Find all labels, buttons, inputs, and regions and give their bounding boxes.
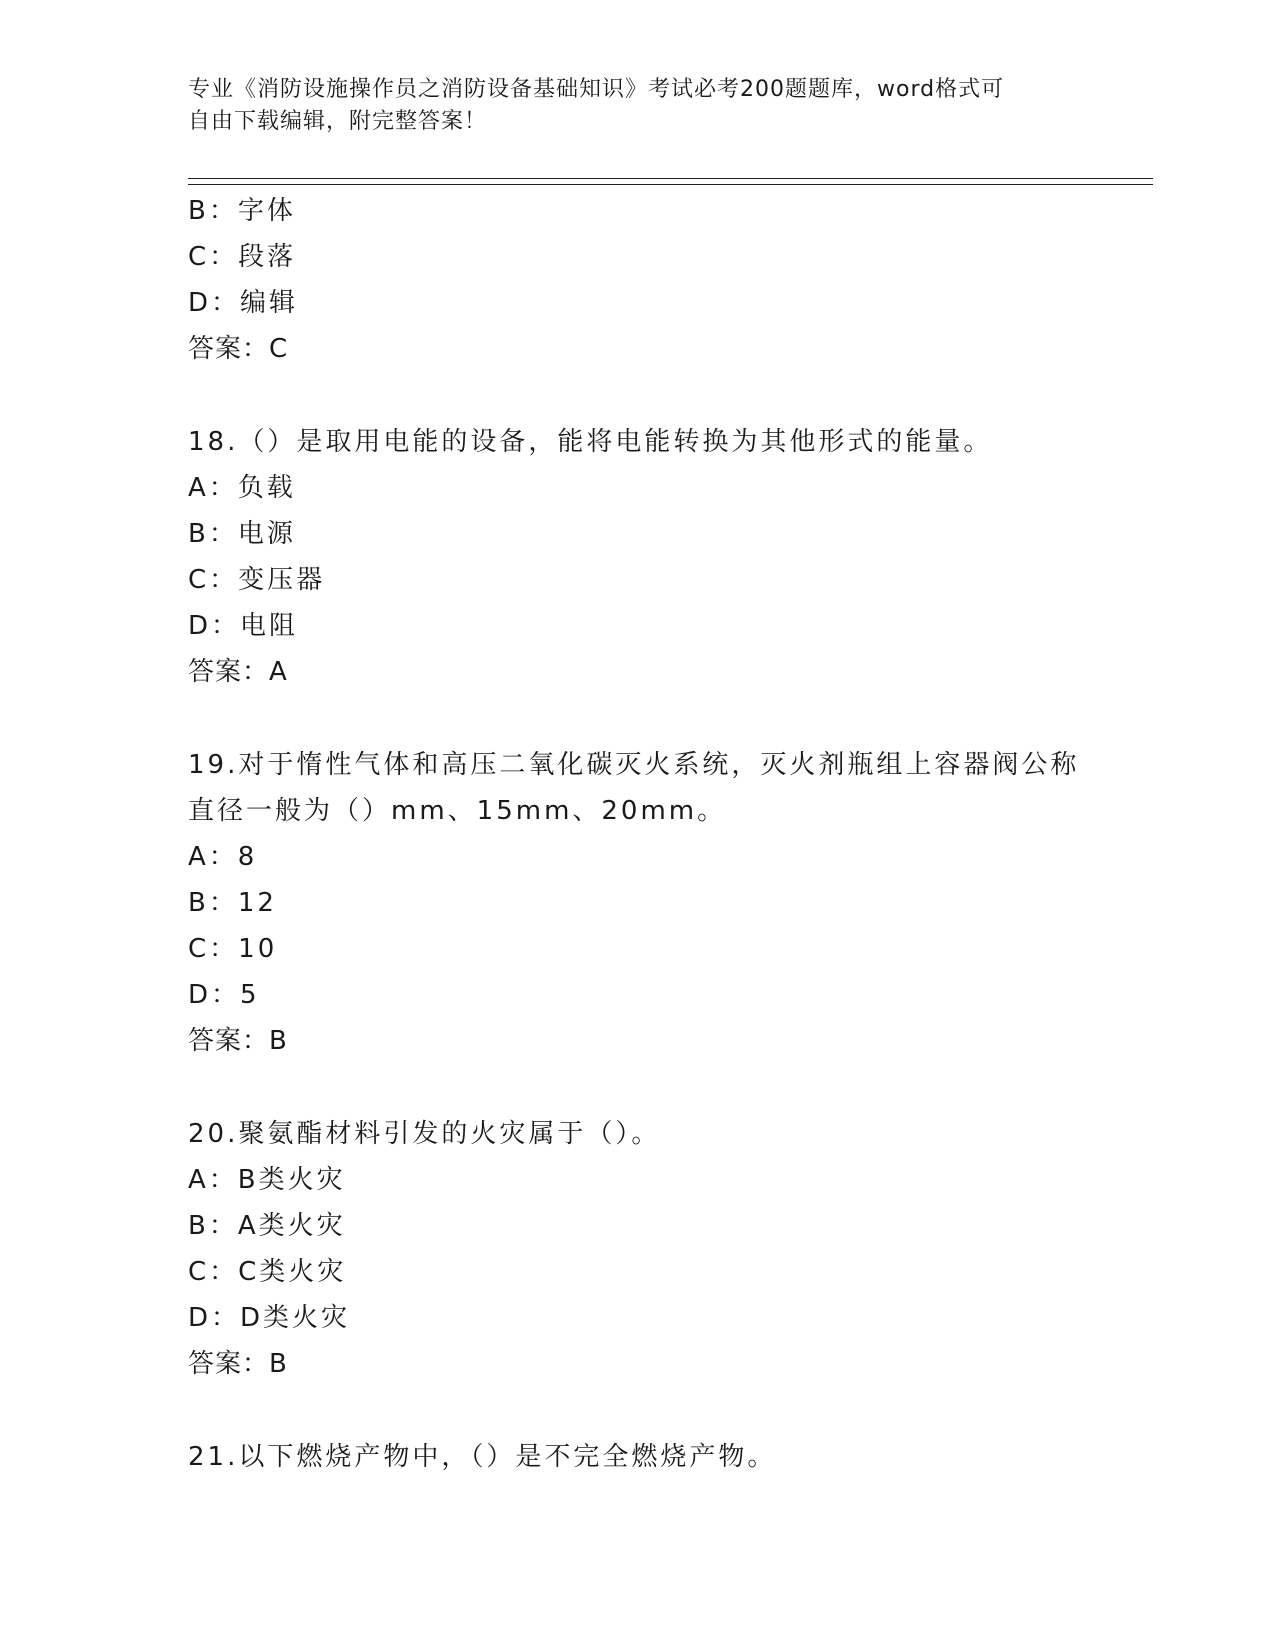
option-a: A：负载	[188, 473, 296, 503]
question-19	[188, 742, 1088, 1064]
question-stem: 18.（）是取用电能的设备，能将电能转换为其他形式的能量。	[188, 427, 993, 457]
option-c: C：C类火灾	[188, 1257, 347, 1287]
answer-line: 答案：C	[188, 334, 289, 364]
answer-line: 答案：B	[188, 1349, 288, 1379]
header-divider-bottom	[188, 184, 1153, 185]
header-line-2: 自由下载编辑，附完整答案！	[188, 109, 488, 134]
option-a: A：B类火灾	[188, 1165, 346, 1195]
option-d: D：电阻	[188, 611, 299, 641]
option-c: C：段落	[188, 242, 297, 272]
option-b: B：A类火灾	[188, 1211, 346, 1241]
option-d: D：5	[188, 980, 260, 1010]
question-stem: 19.对于惰性气体和高压二氧化碳灭火系统，灭火剂瓶组上容器阀公称	[188, 750, 1080, 780]
question-stem: 20.聚氨酯材料引发的火灾属于（）。	[188, 1119, 661, 1149]
answer-line: 答案：A	[188, 657, 288, 687]
header-line-1: 专业《消防设施操作员之消防设备基础知识》考试必考200题题库，word格式可	[188, 77, 1005, 102]
question-17-continued	[188, 188, 1088, 372]
question-stem-continued: 直径一般为（）mm、15mm、20mm。	[188, 796, 727, 826]
header-divider-top	[188, 178, 1153, 179]
option-d: D：D类火灾	[188, 1303, 351, 1333]
option-c: C：变压器	[188, 565, 326, 595]
option-b: B：字体	[188, 196, 296, 226]
option-c: C：10	[188, 934, 278, 964]
question-stem: 21.以下燃烧产物中，（）是不完全燃烧产物。	[188, 1442, 777, 1472]
option-b: B：12	[188, 888, 277, 918]
question-21	[188, 1434, 1088, 1480]
question-list	[188, 188, 1088, 1480]
option-b: B：电源	[188, 519, 296, 549]
question-18	[188, 419, 1088, 695]
document-header	[188, 74, 1068, 138]
question-20	[188, 1111, 1088, 1387]
answer-line: 答案：B	[188, 1026, 288, 1056]
option-d: D：编辑	[188, 288, 299, 318]
option-a: A：8	[188, 842, 258, 872]
